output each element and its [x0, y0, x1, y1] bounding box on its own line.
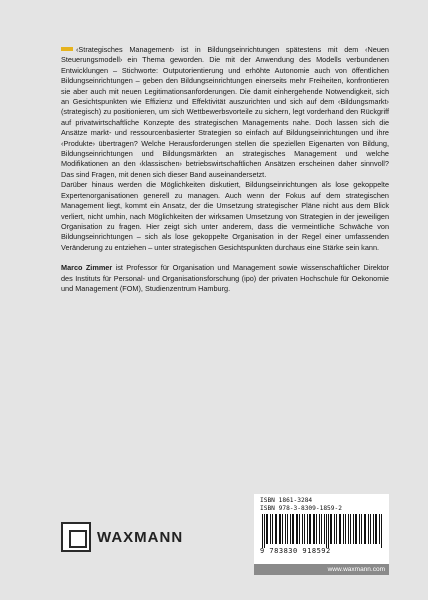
blurb-paragraph-2: Darüber hinaus werden die Möglichkeiten diskutiert, Bildungseinrichtungen als lose gekoppelte Expertenorganisationen generell zu managen. Auch wenn der Fokus auf dem strategischen Management liegt, kommt ein Ansatz, der die Umsetzung strategischer Pläne nicht aus dem Blick verliert, nicht umhin, nach Möglichkeiten der wirksamen Umsetzung von Strategien in der jeweiligen Organisation zu fragen. Hier zeigt sich unter anderem, dass die vermeintliche Schwäche von Bildungseinrichtungen – sich als lose gekoppelte Organisation in der Regel einer umfassenden Veränderung zu entziehen – unter strategischen Gesichtspunkten durchaus eine Stärke sein kann.: [61, 180, 389, 252]
barcode-number: 9 783830 918592: [260, 547, 331, 555]
website-bar: [254, 564, 389, 575]
publisher-website: www.waxmann.com: [327, 566, 385, 573]
blurb-text-block: [61, 45, 389, 294]
blurb-paragraph-1: [61, 45, 389, 180]
publisher-logo: [61, 522, 183, 552]
author-name: Marco Zimmer: [61, 263, 113, 273]
issn-line: ISBN 1861-3284: [260, 497, 313, 504]
publisher-logo-icon: [61, 522, 91, 552]
author-bio: [61, 263, 389, 294]
isbn-barcode-area: [254, 494, 389, 564]
blurb-paragraph-1-text: ‹Strategisches Management› ist in Bildungseinrichtungen spätestens mit dem ‹Neuen Steuerungsmodell› ein Thema geworden. Die mit der Anwendung des Modells verbundenen Entwicklungen – Stichworte: Outputorientierung und erhöhte Autonomie auch von öffentlichen Bildungseinrichtungen – geben den Bildungseinrichtungen einerseits mehr Freiheiten, konfrontieren sie aber auch mit neuen Legitimationsanforderungen. Die damit einhergehende Notwendigkeit, sich an Gesichtspunkten wie Effizienz und Effektivität auszurichten und sich auf dem ‹Bildungsmarkt› (strategisch) zu positionieren, um sich Wettbewerbsvorteile zu sichern, legt vorderhand den Rückgriff auf privatwirtschaftliche Konzepte des strategischen Managements nahe. Doch lassen sich die Ansätze markt- und ressourcenbasierter Strategien so einfach auf Bildungseinrichtungen und ihre ‹Produkte› übertragen? Welche Herausforderungen stellen die speziellen Eigenarten von Bildung, Bildungseinrichtungen und Bildungsmärkten an strategisches Management und welche Modifikationen an den ‹klassischen› betriebswirtschaftlichen Ansätzen erscheinen daher sinnvoll? Das sind Fragen, mit denen sich dieser Band auseinandersetzt.: [61, 45, 389, 179]
author-bio-text: ist Professor für Organisation und Management sowie wissenschaftlicher Direktor des Instituts für Personal- und Organisationsforschung (ipo) der privaten Hochschule für Oekonomie und Management (FOM), Studienzentrum Hamburg.: [61, 263, 389, 293]
accent-bar: [61, 47, 73, 51]
publisher-name: WAXMANN: [97, 528, 184, 546]
barcode-icon: [260, 514, 382, 548]
isbn-line: ISBN 978-3-8309-1859-2: [260, 505, 342, 512]
